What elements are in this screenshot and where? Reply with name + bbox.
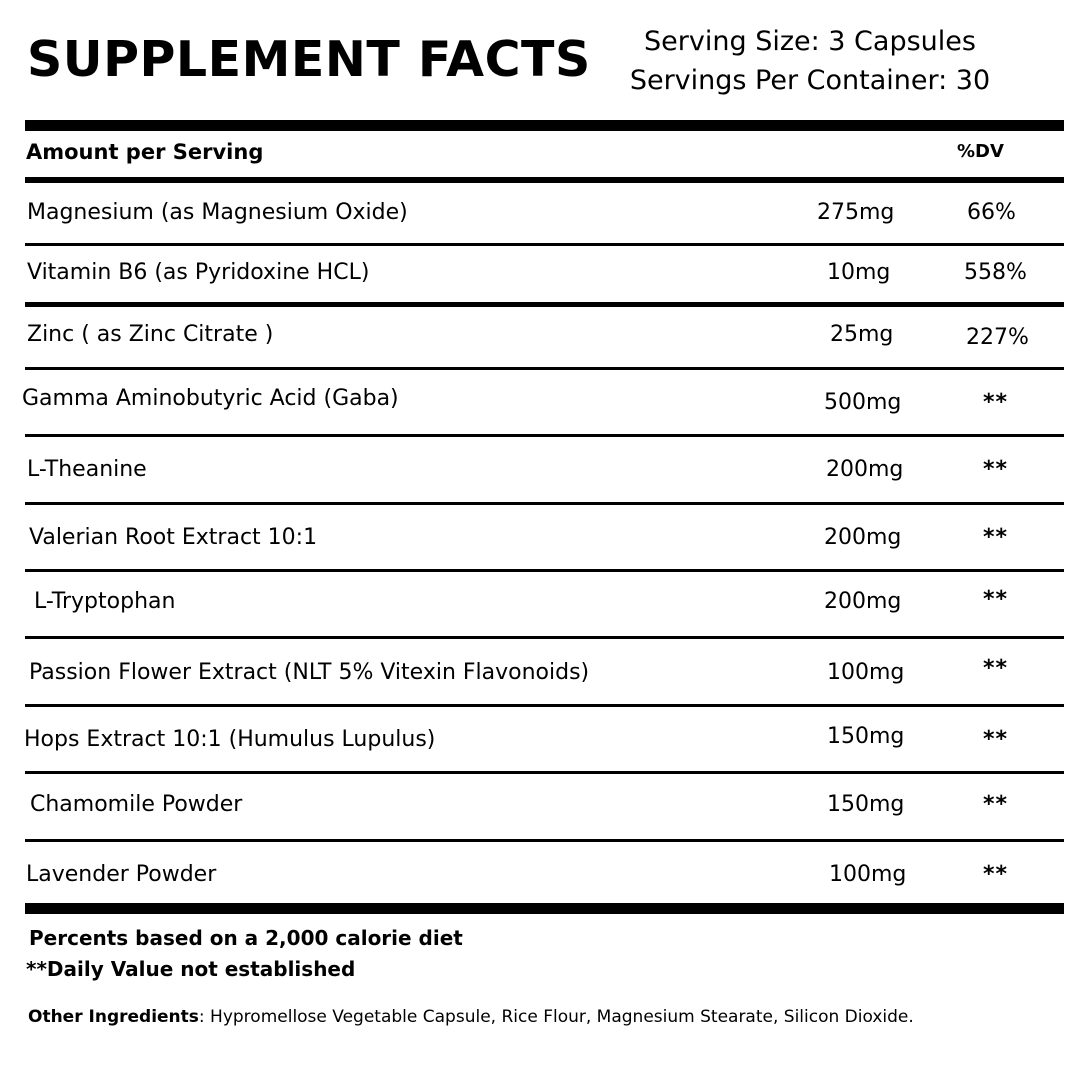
table-header <box>25 131 1064 177</box>
other-ingredients <box>28 1004 914 1030</box>
top-divider <box>25 120 1064 131</box>
ingredient-dv: 558% <box>964 260 1027 285</box>
row-divider <box>25 243 1064 246</box>
ingredient-dv: ** <box>983 587 1009 612</box>
ingredient-amount: 200mg <box>824 525 902 550</box>
ingredient-dv: 227% <box>966 325 1029 350</box>
ingredient-dv: ** <box>983 525 1009 550</box>
other-ingredients-separator: : <box>198 1007 205 1027</box>
ingredient-dv: ** <box>983 792 1009 817</box>
row-divider <box>25 704 1064 707</box>
ingredient-name: Zinc ( as Zinc Citrate ) <box>27 322 274 347</box>
ingredient-name: Chamomile Powder <box>30 792 243 817</box>
other-ingredients-label: Other Ingredients <box>28 1007 199 1027</box>
row-divider <box>25 302 1064 307</box>
ingredient-dv: ** <box>983 457 1009 482</box>
percent-note: Percents based on a 2,000 calorie diet <box>29 926 463 950</box>
ingredient-amount: 275mg <box>817 200 895 225</box>
row-divider <box>25 636 1064 639</box>
ingredient-amount: 200mg <box>826 457 904 482</box>
row-divider <box>25 839 1064 842</box>
ingredient-dv: ** <box>983 656 1009 681</box>
ingredient-amount: 150mg <box>827 792 905 817</box>
ingredient-name: Hops Extract 10:1 (Humulus Lupulus) <box>24 727 436 752</box>
ingredient-name: L-Tryptophan <box>34 589 176 614</box>
ingredient-amount: 100mg <box>829 862 907 887</box>
ingredient-dv: ** <box>983 862 1009 887</box>
ingredient-name: Magnesium (as Magnesium Oxide) <box>27 200 408 225</box>
ingredient-amount: 10mg <box>827 260 891 285</box>
ingredient-amount: 500mg <box>824 390 902 415</box>
row-divider <box>25 771 1064 774</box>
ingredient-name: Lavender Powder <box>26 862 217 887</box>
ingredient-amount: 25mg <box>830 322 894 347</box>
row-divider <box>25 434 1064 437</box>
ingredient-name: Valerian Root Extract 10:1 <box>29 525 318 550</box>
servings-per-container: Servings Per Container: 30 <box>629 65 991 96</box>
row-divider <box>25 367 1064 370</box>
amount-per-serving-label: Amount per Serving <box>26 140 264 164</box>
ingredient-name: Passion Flower Extract (NLT 5% Vitexin Flavonoids) <box>29 660 590 685</box>
ingredient-dv: 66% <box>967 200 1016 225</box>
ingredient-amount: 200mg <box>824 589 902 614</box>
header-divider <box>25 177 1064 183</box>
serving-info <box>585 22 1035 100</box>
row-divider <box>25 502 1064 505</box>
ingredient-amount: 100mg <box>827 660 905 685</box>
ingredient-name: Vitamin B6 (as Pyridoxine HCL) <box>27 260 370 285</box>
ingredient-name: Gamma Aminobutyric Acid (Gaba) <box>22 386 399 411</box>
other-ingredients-text: Hypromellose Vegetable Capsule, Rice Flour, Magnesium Stearate, Silicon Dioxide. <box>204 1007 914 1027</box>
daily-value-note: **Daily Value not established <box>26 957 356 981</box>
page-title: SUPPLEMENT FACTS <box>27 31 591 88</box>
ingredient-dv: ** <box>983 727 1009 752</box>
serving-size: Serving Size: 3 Capsules <box>644 26 976 57</box>
bottom-divider <box>25 903 1064 914</box>
dv-column-label: %DV <box>957 141 1004 162</box>
row-divider <box>25 569 1064 572</box>
ingredient-dv: ** <box>983 390 1009 415</box>
ingredient-amount: 150mg <box>827 724 905 749</box>
ingredient-name: L-Theanine <box>27 457 147 482</box>
